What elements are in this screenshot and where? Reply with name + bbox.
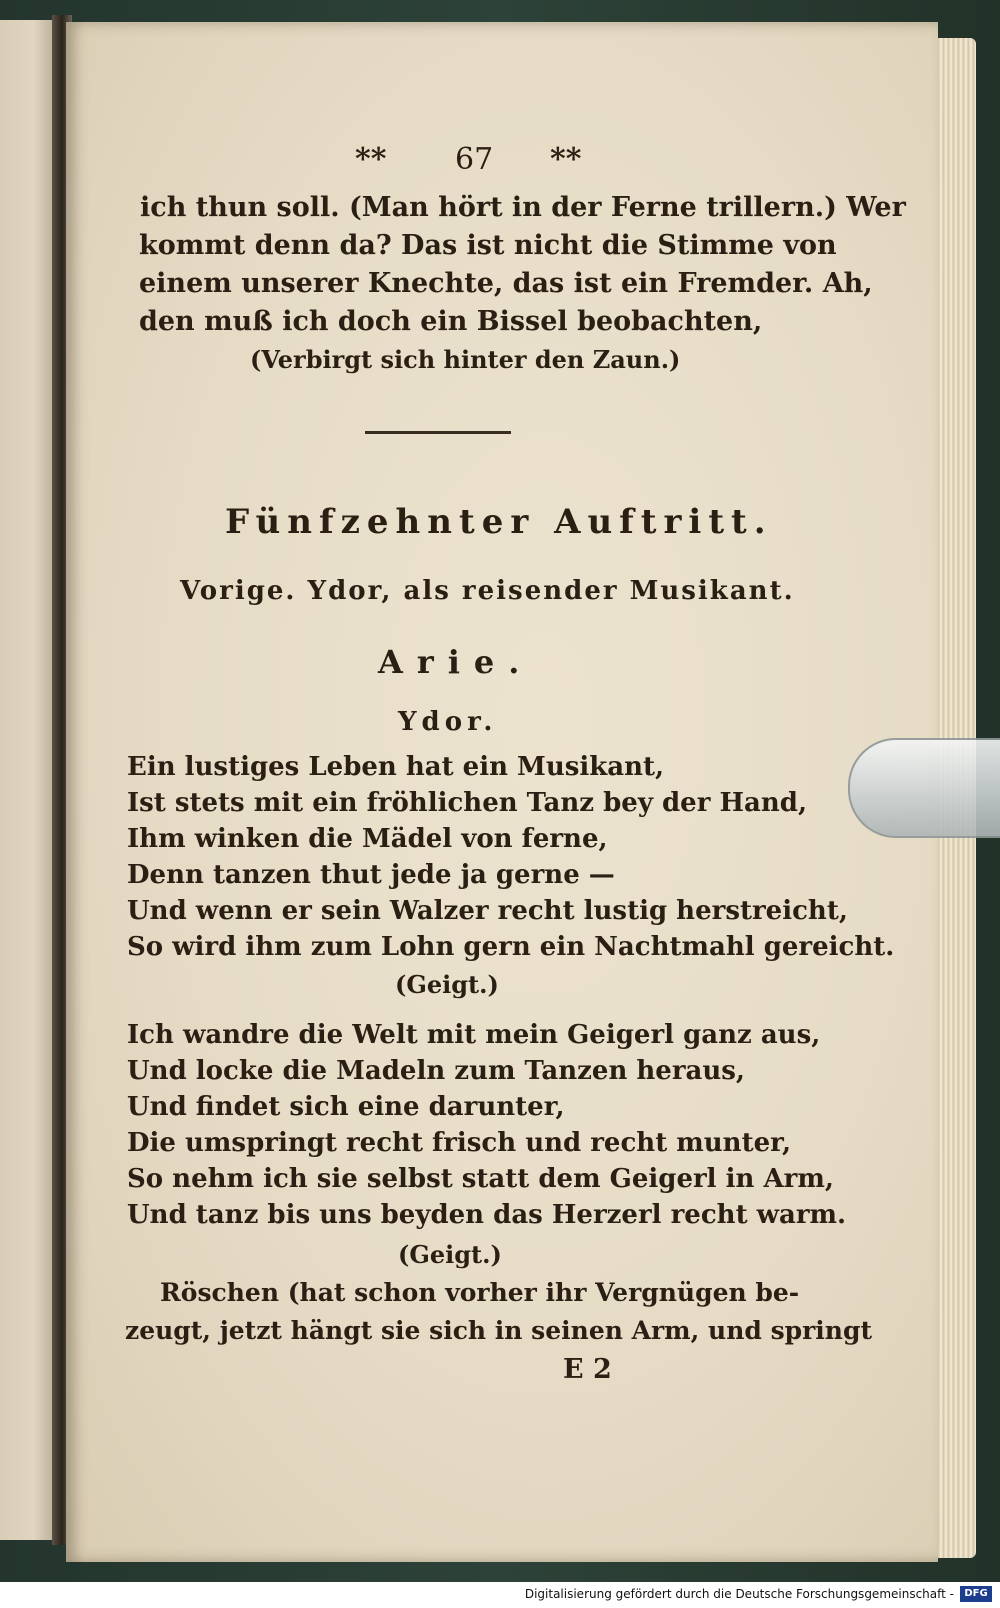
stage-direction: (Geigt.) [398, 1240, 502, 1269]
verse-line: Ihm winken die Mädel von ferne, [127, 824, 608, 854]
stage-direction: (Verbirgt sich hinter den Zaun.) [250, 345, 681, 374]
singer-name: Ydor. [398, 707, 498, 737]
scene-cast: Vorige. Ydor, als reisender Musikant. [180, 576, 795, 606]
digitization-footer [0, 1582, 1000, 1608]
aria-heading: Arie. [378, 643, 534, 681]
prose-line: einem unserer Knechte, das ist ein Fremder. Ah, [139, 268, 873, 299]
verse-line: Ein lustiges Leben hat ein Musikant, [127, 752, 665, 782]
prose-line: den muß ich doch ein Bissel beobachten, [139, 306, 763, 337]
verse-line: Und wenn er sein Walzer recht lustig herstreicht, [127, 896, 848, 926]
verse-line: Denn tanzen thut jede ja gerne — [127, 860, 615, 890]
page-number: 67 [455, 142, 494, 177]
verse-line: So wird ihm zum Lohn gern ein Nachtmahl gereicht. [127, 932, 895, 962]
signature-mark: E 2 [563, 1354, 612, 1385]
left-facing-page [0, 20, 56, 1540]
footer-credit: Digitalisierung gefördert durch die Deutsche Forschungsgemeinschaft - [524, 1587, 954, 1601]
verse-line: So nehm ich sie selbst statt dem Geigerl in Arm, [127, 1164, 834, 1194]
page-clip [848, 738, 1000, 838]
header-right-ornament: ** [550, 142, 582, 177]
verse-line: Und findet sich eine darunter, [127, 1092, 565, 1122]
prose-line: kommt denn da? Das ist nicht die Stimme von [139, 230, 837, 261]
closing-line: zeugt, jetzt hängt sie sich in seinen Arm, und springt [125, 1316, 873, 1345]
verse-line: Und locke die Madeln zum Tanzen heraus, [127, 1056, 745, 1086]
verse-line: Die umspringt recht frisch und recht munter, [127, 1128, 791, 1158]
dfg-logo-icon: DFG [960, 1586, 992, 1602]
stage-direction: (Geigt.) [395, 970, 499, 999]
section-divider [365, 431, 511, 434]
prose-line: ich thun soll. (Man hört in der Ferne trillern.) Wer [140, 192, 906, 223]
verse-line: Und tanz bis uns beyden das Herzerl recht warm. [127, 1200, 847, 1230]
header-left-ornament: ** [355, 142, 387, 177]
scene-title: Fünfzehnter Auftritt. [225, 502, 773, 542]
closing-line: Röschen (hat schon vorher ihr Vergnügen be- [160, 1278, 800, 1307]
verse-line: Ist stets mit ein fröhlichen Tanz bey der Hand, [127, 788, 808, 818]
verse-line: Ich wandre die Welt mit mein Geigerl ganz aus, [127, 1020, 821, 1050]
